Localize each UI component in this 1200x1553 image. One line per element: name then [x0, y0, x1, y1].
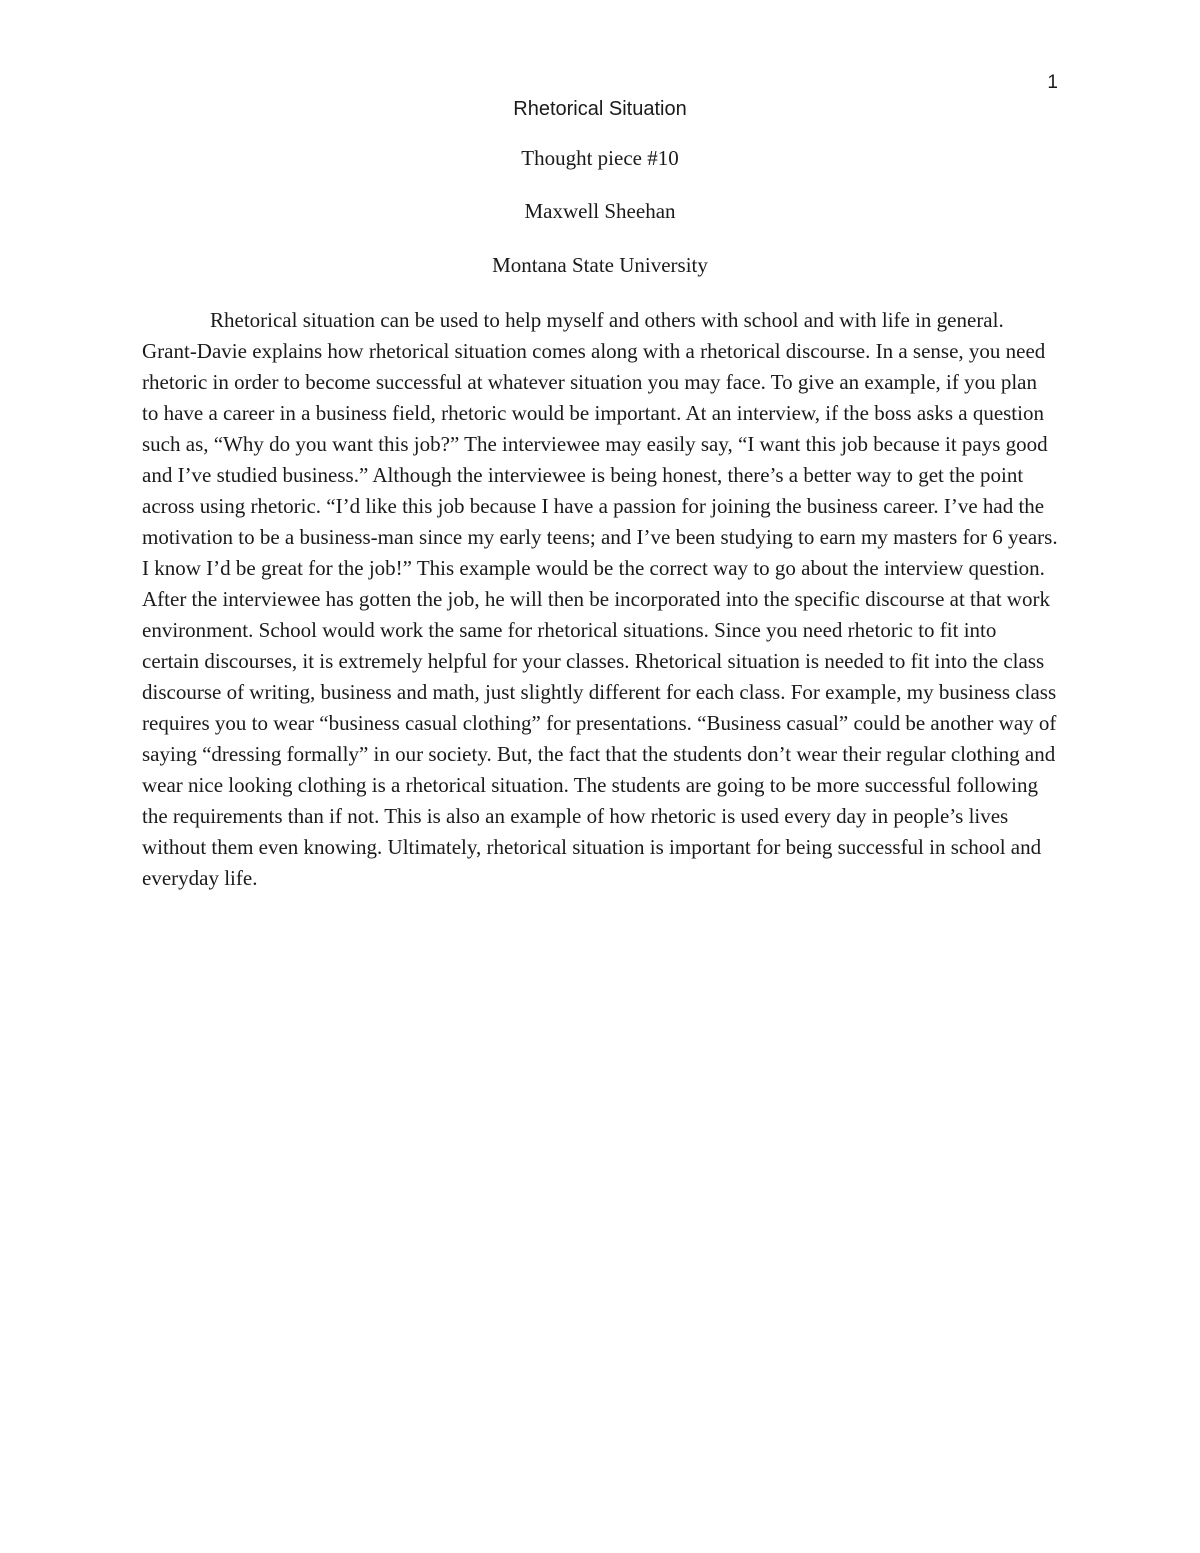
document-subtitle: Thought piece #10 — [521, 146, 679, 170]
institution-name: Montana State University — [492, 253, 708, 277]
author-name: Maxwell Sheehan — [524, 199, 676, 223]
page-number: 1 — [1047, 72, 1058, 93]
body-paragraph: Rhetorical situation can be used to help myself and others with school and with life in general. Grant-Davie explains how rhetorical situation comes along with a rhetorical discourse. In a sense, you need rhetoric in order to become successful at whatever situation you may face. To give an example, if you plan to have a career in a business field, rhetoric would be important. At an interview, if the boss asks a question such as, “Why do you want this job?” The interviewee may easily say, “I want this job because it pays good and I’ve studied business.” Although the interviewee is being honest, there’s a better way to get the point across using rhetoric. “I’d like this job because I have a passion for joining the business career. I’ve had the motivation to be a business-man since my early teens; and I’ve been studying to earn my masters for 6 years. I know I’d be great for the job!” This example would be the correct way to go about the interview question. After the interviewee has gotten the job, he will then be incorporated into the specific discourse at that work environment. School would work the same for rhetorical situations. Since you need rhetoric to fit into certain discourses, it is extremely helpful for your classes. Rhetorical situation is needed to fit into the class discourse of writing, business and math, just slightly different for each class. For example, my business class requires you to wear “business casual clothing” for presentations. “Business casual” could be another way of saying “dressing formally” in our society. But, the fact that the students don’t wear their regular clothing and wear nice looking clothing is a rhetorical situation. The students are going to be more successful following the requirements than if not. This is also an example of how rhetoric is used every day in people’s lives without them even knowing. Ultimately, rhetorical situation is important for being successful in school and everyday life. — [142, 308, 1058, 890]
document-title: Rhetorical Situation — [513, 98, 687, 120]
